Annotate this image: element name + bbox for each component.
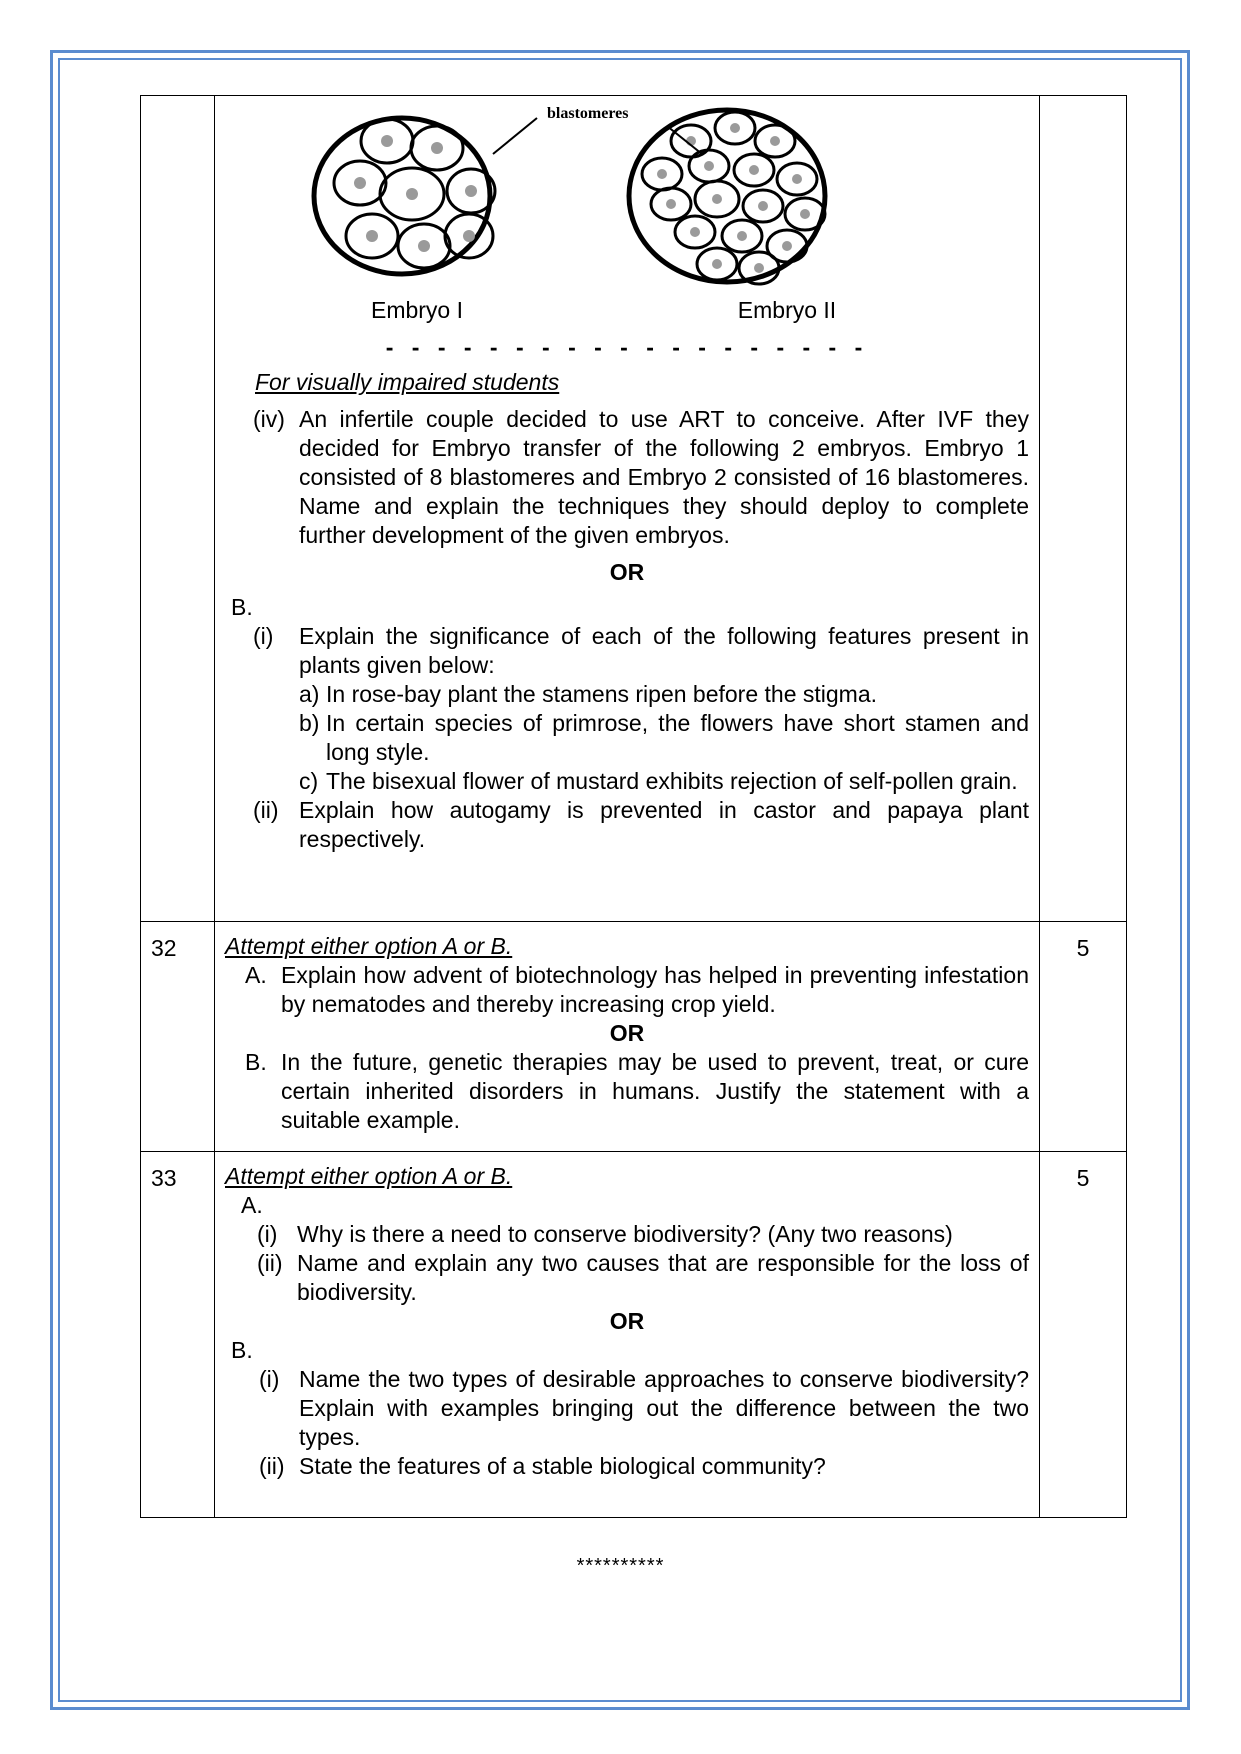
q33-row xyxy=(141,1152,1127,1518)
embryo-2-label: Embryo II xyxy=(737,297,837,323)
q32-a-label: A. xyxy=(245,962,267,988)
q33-b-ii-text: State the features of a stable biological community? xyxy=(299,1453,826,1479)
embryo-1-label: Embryo I xyxy=(370,297,464,323)
q32-body-cell xyxy=(215,922,1040,1152)
q31-b-b-text: In certain species of primrose, the flowers have short stamen and long style. xyxy=(326,710,1029,765)
q33-instruction: Attempt either option A or B. xyxy=(225,1163,513,1189)
q32-or: OR xyxy=(609,1020,645,1046)
q31-iv-label: (iv) xyxy=(253,406,285,432)
q31-b-label: B. xyxy=(231,594,253,620)
embryo-2-figure xyxy=(629,110,825,284)
q31-b-a-text: In rose-bay plant the stamens ripen before the stigma. xyxy=(326,681,878,707)
q33-a-label: A. xyxy=(241,1192,263,1218)
q32-number: 32 xyxy=(141,922,215,1152)
q31-iv-text: An infertile couple decided to use ART to conceive. After IVF they decided for Embryo transfer of the following 2 embryos. Embryo 1 consisted of 8 blastomeres and Embryo 2 consisted of 16 blastomeres. Name and explain the techniques they should deploy to complete further development of the given embryos. xyxy=(299,406,1029,548)
visually-impaired-heading: For visually impaired students xyxy=(255,369,560,395)
q31-b-b-item xyxy=(299,709,1029,767)
q32-row xyxy=(141,922,1127,1152)
q31-b-ii-text: Explain how autogamy is prevented in castor and papaya plant respectively. xyxy=(299,797,1029,852)
q33-a-ii-text: Name and explain any two causes that are responsible for the loss of biodiversity. xyxy=(297,1250,1029,1305)
q33-a-ii-item xyxy=(257,1249,1029,1307)
question-table xyxy=(140,95,1127,1518)
q31-b-i-label: (i) xyxy=(253,623,274,649)
q32-b-item xyxy=(245,1048,1029,1135)
q31-number-cell xyxy=(141,96,215,922)
q32-a-item xyxy=(245,961,1029,1019)
q31-b-a-label: a) xyxy=(299,681,320,707)
q31-b-i-item xyxy=(253,622,1029,680)
q31-b-ii-label: (ii) xyxy=(253,797,279,823)
q33-a-ii-label: (ii) xyxy=(257,1250,283,1276)
q31-b-c-text: The bisexual flower of mustard exhibits rejection of self-pollen grain. xyxy=(326,768,1018,794)
q33-b-i-label: (i) xyxy=(259,1366,280,1392)
q32-instruction: Attempt either option A or B. xyxy=(225,933,513,959)
separator-dashes: - - - - - - - - - - - - - - - - - - - xyxy=(385,334,869,360)
q31-b-c-item xyxy=(299,767,1029,796)
q33-b-label: B. xyxy=(231,1337,253,1363)
q33-a-i-label: (i) xyxy=(257,1221,278,1247)
q32-marks: 5 xyxy=(1040,922,1127,1152)
q31-b-c-label: c) xyxy=(299,768,319,794)
end-of-paper-stars: ********** xyxy=(576,1555,665,1577)
q33-number: 33 xyxy=(141,1152,215,1518)
blastomeres-label: blastomeres xyxy=(547,105,629,122)
q33-b-ii-label: (ii) xyxy=(259,1453,285,1479)
q31-continuation-row xyxy=(141,96,1127,922)
q33-b-i-item xyxy=(259,1365,1029,1452)
q33-b-i-text: Name the two types of desirable approaches to conserve biodiversity? Explain with examples bringing out the difference between the two types. xyxy=(299,1366,1029,1450)
q33-marks: 5 xyxy=(1040,1152,1127,1518)
q32-a-text: Explain how advent of biotechnology has helped in preventing infestation by nematodes and thereby increasing crop yield. xyxy=(281,962,1029,1017)
q33-or: OR xyxy=(609,1308,645,1334)
q33-body-cell xyxy=(215,1152,1040,1518)
q33-a-i-item xyxy=(257,1220,1029,1249)
embryo-diagram xyxy=(247,96,1007,331)
q31-or: OR xyxy=(609,559,645,585)
q31-b-a-item xyxy=(299,680,1029,709)
q31-b-i-text: Explain the significance of each of the following features present in plants given below: xyxy=(299,623,1029,678)
q32-b-text: In the future, genetic therapies may be used to prevent, treat, or cure certain inherited disorders in humans. Justify the statement with a suitable example. xyxy=(281,1049,1029,1133)
embryo-1-figure xyxy=(314,118,495,274)
q33-b-ii-item xyxy=(259,1452,1029,1481)
q31-b-ii-item xyxy=(253,796,1029,854)
pointer-line-embryo-1 xyxy=(493,118,537,154)
q31-iv-item xyxy=(253,405,1029,550)
q32-b-label: B. xyxy=(245,1049,267,1075)
q31-body-cell xyxy=(215,96,1040,922)
q33-a-i-text: Why is there a need to conserve biodiversity? (Any two reasons) xyxy=(297,1221,953,1247)
q31-marks-cell xyxy=(1040,96,1127,922)
q31-b-b-label: b) xyxy=(299,710,320,736)
